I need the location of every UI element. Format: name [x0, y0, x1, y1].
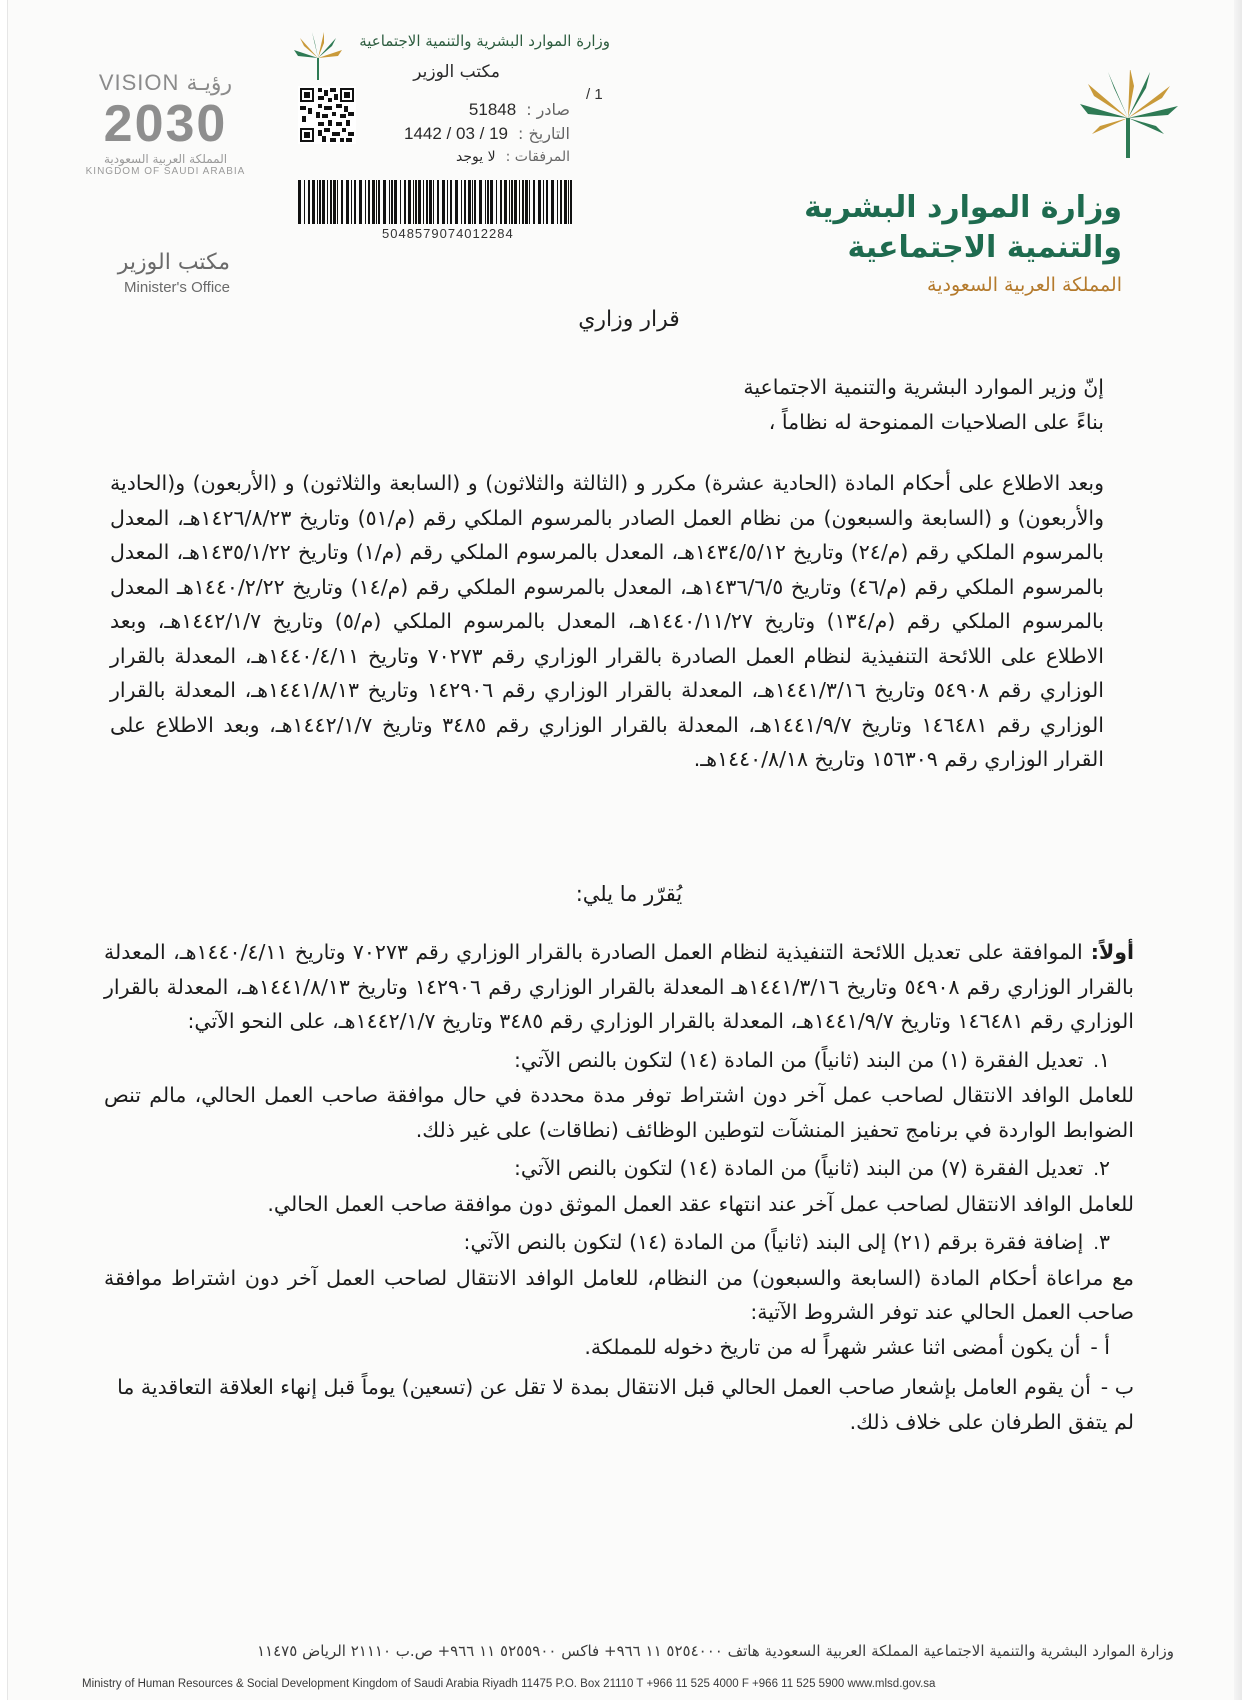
amendment-text: للعامل الوافد الانتقال لصاحب عمل آخر عند انتهاء عقد العمل الموثق دون موافقة صاحب العمل الحالي. — [267, 1191, 1134, 1216]
attachments-value: لا يوجد — [456, 149, 496, 165]
condition-text: أن يقوم العامل بإشعار صاحب العمل الحالي قبل الانتقال بمدة لا تقل عن (تسعين) يوماً قبل إنهاء العلاقة التعاقدية ما لم يتفق الطرفان على خلاف ذلك. — [117, 1375, 1134, 1434]
amendment-text: للعامل الوافد الانتقال لصاحب عمل آخر دون اشتراط توفر مدة محددة في حال موافقة صاحب العمل الحالي، مالم تنص الضوابط الواردة في برنامج تحفيز المنشآت لتوطين الوظائف (نطاقات) على غير ذلك. — [104, 1083, 1134, 1142]
stamp-palm-icon — [290, 28, 346, 84]
ministry-name-line1: وزارة الموارد البشرية — [804, 190, 1122, 225]
amendment-head-text: إضافة فقرة برقم (٢١) إلى البند (ثانياً) من المادة (١٤) لتكون بالنص الآتي: — [463, 1230, 1084, 1254]
condition-mark: أ - — [1090, 1334, 1110, 1359]
page-edge — [1234, 0, 1242, 1700]
vision-2030-logo — [78, 70, 253, 177]
vision-year: 2030 — [103, 95, 228, 153]
issued-value: 51848 — [468, 100, 517, 119]
issuance-stamp — [290, 28, 610, 243]
intro-block — [110, 370, 1104, 439]
issued-label: صادر : — [526, 100, 570, 119]
recitals-block — [110, 466, 1104, 777]
date-value: 1442 / 03 / 19 — [404, 124, 508, 143]
vision-kingdom-ar: المملكة العربية السعودية — [103, 152, 228, 166]
ministers-office-label — [96, 250, 230, 296]
date-label: التاريخ : — [517, 124, 570, 143]
ministry-name — [804, 188, 1122, 296]
article-lead — [104, 935, 1134, 1039]
amendment-text: مع مراعاة أحكام المادة (السابعة والسبعون) من النظام، للعامل الوافد الانتقال لصاحب العمل آخر دون اشتراط موافقة صاحب العمل الحالي عند توفر الشروط الآتية: — [104, 1265, 1134, 1324]
stamp-page-number: / 1 — [586, 86, 603, 103]
condition-mark: ب - — [1100, 1375, 1134, 1399]
stamp-issued-row — [469, 100, 570, 120]
intro-line-1: إنّ وزير الموارد البشرية والتنمية الاجتماعية — [743, 375, 1104, 399]
amendment-number: ١. — [1093, 1048, 1110, 1072]
document-title: قرار وزاري — [578, 307, 680, 332]
footer-contact-en: Ministry of Human Resources & Social Development Kingdom of Saudi Arabia Riyadh 11475 P.O. Box 21110 T +966 11 525 4000 F +966 11 525 5900 www.mlsd.gov.sa — [82, 1678, 936, 1690]
stamp-attachments-row — [456, 149, 570, 165]
intro-line-2: بناءً على الصلاحيات الممنوحة له نظاماً ، — [768, 409, 1104, 434]
stamp-ministry-name: وزارة الموارد البشرية والتنمية الاجتماعية — [359, 32, 610, 50]
vision-kingdom-en: KINGDOM OF SAUDI ARABIA — [85, 166, 246, 177]
ministry-palm-logo-icon — [1073, 70, 1183, 160]
article-lead-text: الموافقة على تعديل اللائحة التنفيذية لنظام العمل الصادرة بالقرار الوزاري رقم ٧٠٢٧٣ وتاريخ ١٤٤٠/٤/١١هـ، المعدلة بالقرار الوزاري رقم ٥٤٩٠٨ وتاريخ ١٤٤١/٣/١٦هـ المعدلة بالقرار الوزاري رقم ١٤٢٩٠٦ وتاريخ ١٤٤١/٨/١٣هـ، المعدلة بالقرار الوزاري رقم ١٤٦٤٨١ وتاريخ ١٤٤١/٩/٧هـ، المعدلة بالقرار الوزاري رقم ٣٤٨٥ وتاريخ ١٤٤٢/١/٧هـ، على النحو الآتي: — [104, 940, 1134, 1033]
vision-label: VISION رؤيـة — [98, 70, 233, 95]
amendment-head — [104, 1225, 1110, 1261]
article-first — [104, 935, 1134, 1439]
barcode-number: 5048579074012284 — [382, 226, 514, 241]
condition-item — [104, 1330, 1110, 1365]
amendment-head-text: تعديل الفقرة (١) من البند (ثانياً) من المادة (١٤) لتكون بالنص الآتي: — [514, 1047, 1084, 1072]
amendment-head-text: تعديل الفقرة (٧) من البند (ثانياً) من المادة (١٤) لتكون بالنص الآتي: — [514, 1156, 1084, 1180]
article-number: أولاً: — [1090, 940, 1134, 964]
recitals-text: وبعد الاطلاع على أحكام المادة (الحادية عشرة) مكرر و (الثالثة والثلاثون) و (السابعة والثلاثون) و (الأربعون) و(الحادية والأربعون) و (السابعة والسبعون) من نظام العمل الصادر بالمرسوم الملكي رقم (م/٥١) وتاريخ ١٤٢٦/٨/٢٣هـ، المعدل بالمرسوم الملكي رقم (م/٢٤) وتاريخ ١٤٣٤/٥/١٢هـ، المعدل بالمرسوم الملكي رقم (م/١) وتاريخ ١٤٣٥/١/٢٢هـ، المعدل بالمرسوم الملكي رقم (م/٤٦) وتاريخ ١٤٣٦/٦/٥هـ، المعدل بالمرسوم الملكي رقم (م/١٤) وتاريخ ١٤٤٠/٢/٢٢هـ المعدل بالمرسوم الملكي رقم (م/١٣٤) وتاريخ ١٤٤٠/١١/٢٧هـ، المعدل بالمرسوم الملكي (م/٥) وتاريخ ١٤٤٢/١/٧هـ، وبعد الاطلاع على اللائحة التنفيذية لنظام العمل الصادرة بالقرار الوزاري رقم ٧٠٢٧٣ وتاريخ ١٤٤٠/٤/١١هـ، المعدلة بالقرار الوزاري رقم ٥٤٩٠٨ وتاريخ ١٤٤١/٣/١٦هـ، المعدلة بالقرار الوزاري رقم ١٤٢٩٠٦ وتاريخ ١٤٤١/٨/١٣هـ، المعدلة بالقرار الوزاري رقم ١٤٦٤٨١ وتاريخ ١٤٤١/٩/٧هـ، المعدلة بالقرار الوزاري رقم ٣٤٨٥ وتاريخ ١٤٤٢/١/٧هـ، وبعد الاطلاع على القرار الوزاري رقم ١٥٦٣٠٩ وتاريخ ١٤٤٠/٨/١٨هـ. — [110, 471, 1104, 771]
condition-text: أن يكون أمضى اثنا عشر شهراً له من تاريخ دخوله للمملكة. — [584, 1334, 1081, 1359]
document-page — [8, 0, 1234, 1700]
stamp-date-row — [404, 124, 570, 144]
stamp-office: مكتب الوزير — [413, 62, 500, 82]
qr-code-icon — [298, 86, 356, 144]
amendment-item — [104, 1225, 1134, 1330]
amendment-number: ٣. — [1093, 1231, 1110, 1254]
amendment-item — [104, 1151, 1134, 1221]
amendment-item — [104, 1043, 1134, 1148]
decision-heading: يُقرّر ما يلي: — [575, 882, 683, 906]
office-label-ar: مكتب الوزير — [117, 250, 230, 275]
condition-item — [104, 1370, 1134, 1439]
country-name: المملكة العربية السعودية — [927, 274, 1122, 296]
barcode-icon — [298, 180, 576, 224]
amendment-head — [104, 1043, 1110, 1079]
office-label-en: Minister's Office — [124, 279, 230, 296]
attachments-label: المرفقات : — [505, 149, 570, 165]
amendment-number: ٢. — [1093, 1157, 1110, 1180]
footer-contact-ar: وزارة الموارد البشرية والتنمية الاجتماعية المملكة العربية السعودية هاتف ٥٢٥٤٠٠٠ ١١ ٩٦٦+ فاكس ٥٢٥٥٩٠٠ ١١ ٩٦٦+ ص.ب ٢١١١٠ الرياض ١١٤٧٥ — [257, 1642, 1174, 1660]
ministry-name-line2: والتنمية الاجتماعية — [847, 230, 1122, 265]
amendment-head — [104, 1151, 1110, 1187]
